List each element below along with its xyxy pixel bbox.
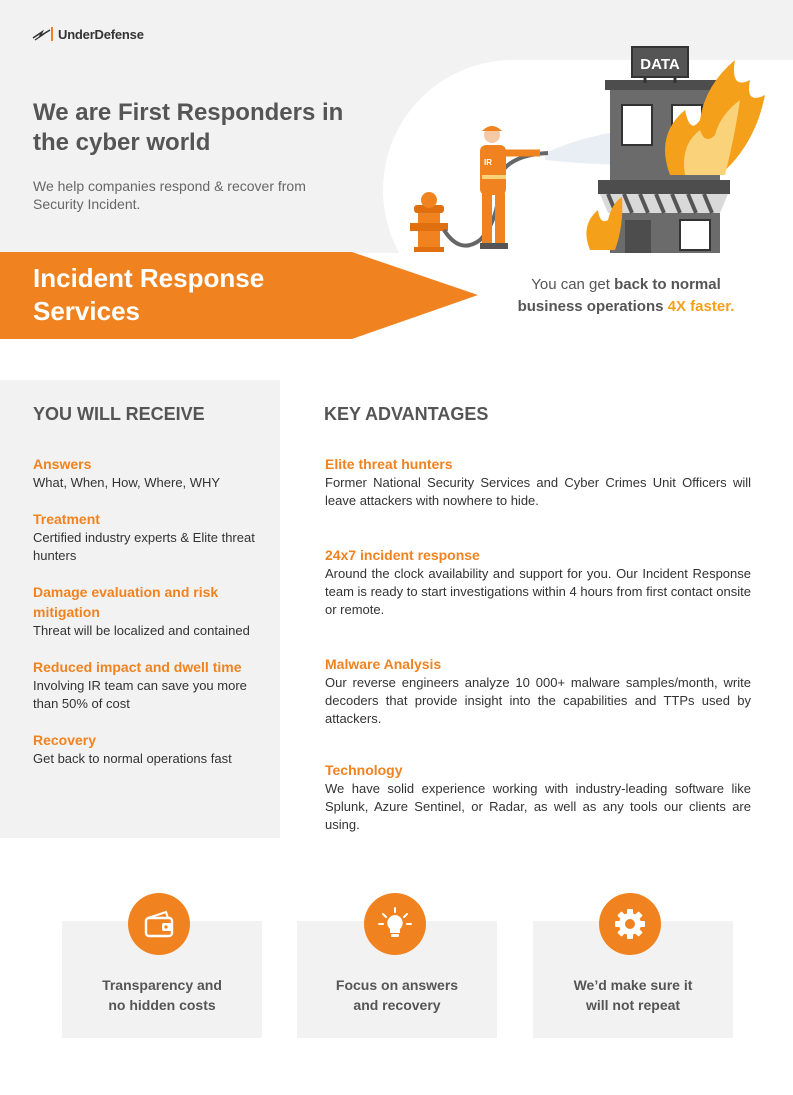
item-text: We have solid experience working with industry-leading software like Splunk, Azure Sentinel, or Radar, as well as any tools our clients are using. <box>325 781 751 832</box>
item-text: Our reverse engineers analyze 10 000+ malware samples/month, write decoders that provide insight into the capabilities and TTPs used by attackers. <box>325 675 751 726</box>
item-title: Damage evaluation and risk mitigation <box>33 584 219 620</box>
brand-name: UnderDefense <box>58 26 144 42</box>
list-item <box>325 654 751 728</box>
hero-subtitle: We help companies respond & recover from Security Incident. <box>33 178 306 212</box>
feature-text-line: will not repeat <box>585 997 681 1013</box>
list-item <box>325 760 751 834</box>
hydrant-icon <box>410 192 448 252</box>
feature-text-line: no hidden costs <box>108 997 216 1013</box>
receive-list <box>33 454 268 785</box>
item-text: Get back to normal operations fast <box>33 751 232 766</box>
receive-heading: YOU WILL RECEIVE <box>33 404 205 424</box>
item-title: Answers <box>33 456 92 472</box>
item-text: Involving IR team can save you more than 50% of cost <box>33 678 247 711</box>
list-item <box>325 545 751 619</box>
item-text: Around the clock availability and support for you. Our Incident Response team is ready to start investigations within 4 hours from first contact onsite or remote. <box>325 566 751 617</box>
tagline-accent: 4X faster. <box>667 298 735 315</box>
tagline-bold: back to normal business operations <box>517 276 721 315</box>
feature-card-text <box>62 975 262 1015</box>
firefighter-icon <box>480 126 540 249</box>
data-sign-text: DATA <box>640 56 680 73</box>
item-title: Recovery <box>33 732 97 748</box>
feature-card-text <box>297 975 497 1015</box>
feature-card-text <box>533 975 733 1015</box>
item-title: Elite threat hunters <box>325 456 453 472</box>
banner-tagline <box>500 274 752 318</box>
advantages-list <box>325 454 751 834</box>
list-item <box>33 582 268 640</box>
item-text: Certified industry experts & Elite threat hunters <box>33 530 255 563</box>
list-item <box>33 454 268 492</box>
feature-text-line: Transparency and <box>102 977 222 993</box>
hero-title: We are First Responders in the cyber world <box>33 99 344 156</box>
item-text: What, When, How, Where, WHY <box>33 475 221 490</box>
wallet-icon <box>128 893 190 955</box>
list-item <box>325 454 751 510</box>
item-text: Former National Security Services and Cyber Crimes Unit Officers will leave attackers with nowhere to hide. <box>325 475 751 508</box>
item-title: Malware Analysis <box>325 656 442 672</box>
item-title: 24x7 incident response <box>325 547 480 563</box>
advantages-heading: KEY ADVANTAGES <box>324 404 489 424</box>
feature-text-line: Focus on answers <box>335 977 459 993</box>
gear-icon <box>599 893 661 955</box>
brand-logo[interactable] <box>32 26 144 42</box>
list-item <box>33 657 268 713</box>
feature-text-line: and recovery <box>353 997 441 1013</box>
vest-text: IR <box>484 158 492 167</box>
lightbulb-icon <box>364 893 426 955</box>
item-title: Reduced impact and dwell time <box>33 659 242 675</box>
list-item <box>33 509 268 565</box>
feature-text-line: We’d make sure it <box>573 977 693 993</box>
list-item <box>33 730 268 768</box>
data-sign <box>632 47 688 83</box>
banner-title: Incident Response Services <box>33 263 265 326</box>
item-text: Threat will be localized and contained <box>33 623 250 638</box>
firefighter-illustration <box>400 25 780 253</box>
logo-icon <box>32 26 54 42</box>
tagline-prefix: You can get <box>531 276 615 293</box>
item-title: Treatment <box>33 511 100 527</box>
item-title: Technology <box>325 762 403 778</box>
